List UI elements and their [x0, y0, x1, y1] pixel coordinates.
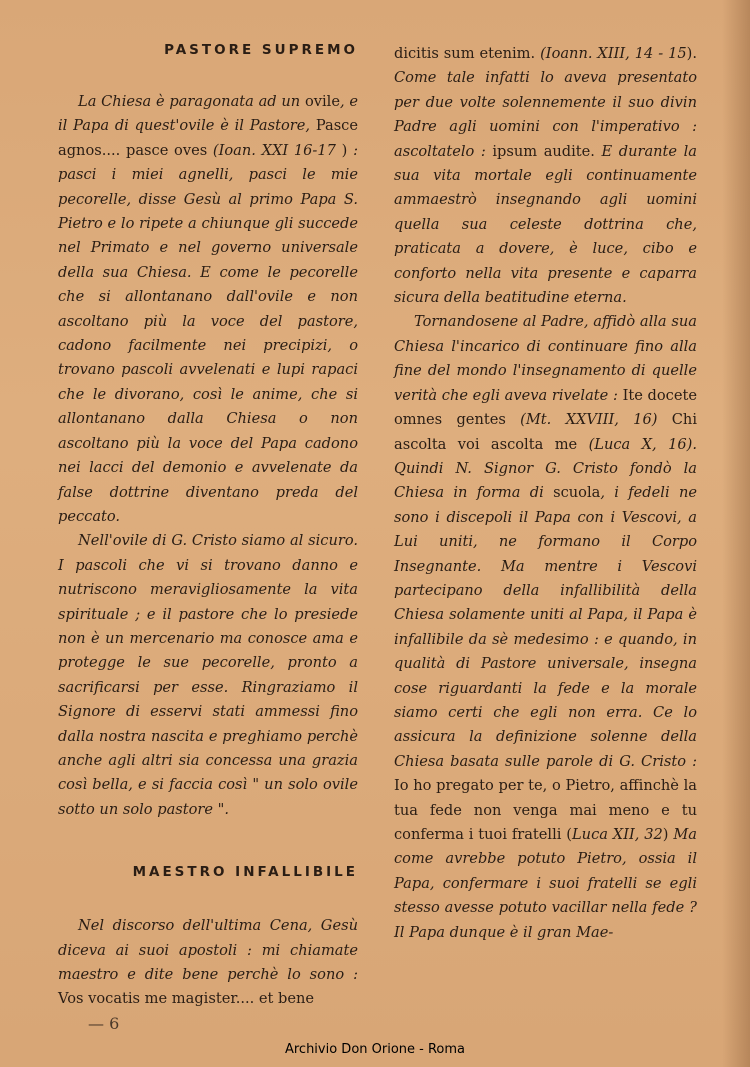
left-column	[58, 42, 358, 1012]
archive-watermark: Archivio Don Orione - Roma	[284, 1042, 466, 1057]
paragraph-chiesa-ovile: La Chiesa è paragonata ad un ovile, e il Papa di quest'ovile è il Pastore, Pasce agnos.... pasce oves (Ioan. XXI 16-17 ) : pasci i miei agnelli, pasci le mie pecorelle, disse Gesù al primo Papa S. Pietro e lo ripete a chiunque gli succede nel Primato e nel governo universale della sua Chiesa. E come le pecorelle che si allontanano dall'ovile e non ascoltano più la voce del pastore, cadono facilmente nei precipizi, o trovano pascoli avvelenati e lupi rapaci che le divorano, così le anime, che si allontanano dalla Chiesa o non ascoltano più la voce del Papa cadono nei lacci del demonio e avvelenate da false dottrine diventano preda del peccato.	[58, 93, 358, 525]
paragraph-dicitis: dicitis sum etenim. (Ioann. XIII, 14 - 15). Come tale infatti lo aveva presentato per due volte solennemente il suo divin Padre agli uomini con l'imperativo : ascoltatelo : ipsum audite. E durante la sua vita mortale egli continuamente ammaestrò insegnando agli uomini quella sua celeste dottrina che, praticata a dovere, è luce, cibo e conforto nella vita presente e caparra sicura della beatitudine eterna.	[394, 45, 697, 307]
page-number: — 6	[88, 1014, 120, 1033]
paragraph-ovile-sicuro: Nell'ovile di G. Cristo siamo al sicuro. I pascoli che vi si trovano danno e nutriscono meravigliosamente la vita spirituale ; e il pastore che lo presiede non è un mercenario ma conosce ama e protegge le sue pecorelle, pronto a sacrificarsi per esse. Ringraziamo il Signore di esservi stati ammessi fino dalla nostra nascita e preghiamo perchè anche agli altri sia concessa una grazia così bella, e si faccia così " un solo ovile sotto un solo pastore ".	[58, 532, 358, 818]
heading-maestro-infallibile: MAESTRO INFALLIBILE	[132, 864, 358, 881]
page-edge-shadow	[722, 0, 750, 1067]
paragraph-tornandosene: Tornandosene al Padre, affidò alla sua Chiesa l'incarico di continuare fino alla fine del mondo l'insegnamento di quelle verità che egli aveva rivelate : Ite docete omnes gentes (Mt. XXVIII, 16) Chi ascolta voi ascolta me (Luca X, 16). Quindi N. Signor G. Cristo fondò la Chiesa in forma di scuola, i fedeli ne sono i discepoli il Papa con i Vescovi, a Lui uniti, ne formano il Corpo Insegnante. Ma mentre i Vescovi partecipano della infallibilità della Chiesa solamente uniti al Papa, il Papa è infallibile da sè medesimo : e quando, in qualità di Pastore universale, insegna cose riguardanti la fede e la morale siamo certi che egli non erra. Ce lo assicura la definizione solenne della Chiesa basata sulle parole di G. Cristo : Io ho pregato per te, o Pietro, affinchè la tua fede non venga mai meno e tu conferma i tuoi fratelli (Luca XII, 32) Ma come avrebbe potuto Pietro, ossia il Papa, confermare i suoi fratelli se egli stesso avesse potuto vacillar nella fede ? Il Papa dunque è il gran Mae-	[394, 313, 698, 941]
paragraph-ultima-cena: Nel discorso dell'ultima Cena, Gesù diceva ai suoi apostoli : mi chiamate maestro e dite bene perchè lo sono : Vos vocatis me magister.... et bene	[58, 917, 358, 1008]
heading-pastore-supremo: PASTORE SUPREMO	[164, 42, 358, 58]
right-column	[394, 42, 697, 945]
